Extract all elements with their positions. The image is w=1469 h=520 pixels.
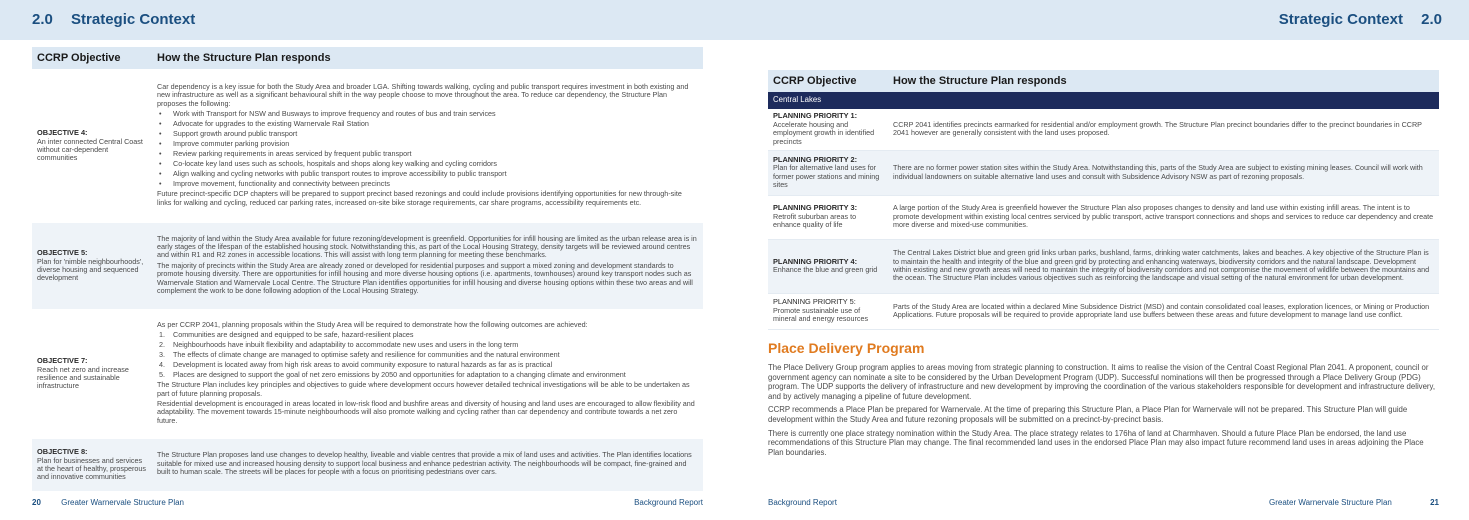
- list-item: • Support growth around public transport: [157, 130, 698, 138]
- response-cell: The Central Lakes District blue and green grid links urban parks, bushland, farms, drinking water catchments, lakes and beaches. A key objective of the Structure Plan is to maintain the health and integrity of the blue and green grid by protecting and enhancing waterways, biodiversity corridors and the natural landscape. Development within existing and new growth areas will need to maintain the integrity of biodiversity corridors and not compromise the movement of wildlife between the mountains and the ocean. The Structure Plan includes various objectives such as reinforcing the landscape and visual setting of the natural environment for urban development.: [888, 239, 1439, 293]
- footer-report-label: Background Report: [634, 498, 703, 507]
- left-footer-page-number: [32, 498, 184, 507]
- response-paragraph: The Structure Plan includes key principles and objectives to guide where development occurs however detailed technical investigations will be able to be undertaken as part of future planning proposals.: [157, 380, 690, 398]
- priority-cell: [768, 239, 888, 293]
- table-row: [768, 195, 1439, 239]
- table-header-row: [768, 70, 1439, 92]
- response-paragraph: The majority of precincts within the Study Area are already zoned or developed for residential purposes and support a mixed zoning and development standards to promote housing diversity. There are opportunities for infill housing and more diverse housing options (i.e. apartments, townhouses) around key transport nodes such as Warnervale Station and Warnervale Local Centre. The Structure Plan identifies opportunities for infill housing and diverse housing options within these two areas and will complement the work to be done following adoption of the Local Housing Strategy.: [157, 260, 693, 296]
- list-item: • Improve commuter parking provision: [157, 140, 698, 148]
- column-header-objective: CCRP Objective: [768, 70, 888, 92]
- table-row: [768, 239, 1439, 293]
- list-item: • Improve movement, functionality and connectivity between precincts: [157, 180, 698, 188]
- objective-cell: [32, 223, 152, 309]
- objective-cell: [32, 439, 152, 491]
- table-header-row: [32, 47, 703, 69]
- left-page-header: [32, 11, 195, 28]
- objective-title: OBJECTIVE 5:: [37, 248, 88, 258]
- left-footer-report: [634, 498, 703, 507]
- response-cell: [152, 69, 703, 223]
- list-item: [157, 331, 698, 339]
- list-item: • Review parking requirements in areas serviced by frequent public transport: [157, 150, 698, 158]
- place-delivery-heading: Place Delivery Program: [768, 340, 925, 356]
- response-cell: CCRP 2041 identifies precincts earmarked for residential and/or employment growth. The Structure Plan precinct boundaries differ to the precinct boundaries in CCRP 2041 however are generally consistent with the land uses proposed.: [888, 109, 1439, 150]
- response-intro: As per CCRP 2041, planning proposals within the Study Area will be required to demonstrate how the following outcomes are achieved:: [157, 319, 588, 329]
- table-row: [32, 439, 703, 491]
- table-subheader-row: [768, 92, 1439, 109]
- right-page: [768, 40, 1439, 520]
- response-cell: [152, 223, 703, 309]
- table-row: [768, 293, 1439, 329]
- priority-description: Plan for alternative land uses for former power stations and mining sites: [773, 163, 880, 189]
- body-paragraph: CCRP recommends a Place Plan be prepared for Warnervale. At the time of preparing this Structure Plan, a Place Plan for Warnervale will not be prepared. This Structure Plan will guide development within the Study Area and future rezoning proposals will be submitted on a precinct-by-precinct basis.: [768, 405, 1408, 424]
- footer-doc-title: Greater Warnervale Structure Plan: [61, 498, 185, 507]
- body-paragraph: There is currently one place strategy nomination within the Study Area. The place strategy relates to 176ha of land at Charmhaven. Should a future Place Plan be endorsed, the land use recommendations of this Structure Plan may change. The final recommended land uses in the endorsed Place Plan may also impact future recommend land uses in areas adjoining the Place Plan boundaries.: [768, 428, 1424, 457]
- response-cell: [152, 309, 703, 439]
- response-outro: Future precinct-specific DCP chapters will be prepared to support precinct based rezonings and could include provisions identifying opportunities for new through-site links for walking and cycling, reduced car parking rates, increased on-site bike storage requirements, car share programs, accessibility requirements etc.: [157, 189, 682, 207]
- column-header-objective: CCRP Objective: [32, 47, 152, 69]
- response-bullet-list: [157, 110, 698, 188]
- list-text: The effects of climate change are managed to optimise safety and resilience for communities and the natural environment: [173, 350, 560, 360]
- list-number: 4.: [159, 360, 165, 370]
- list-text: Places are designed to support the goal of net zero emissions by 2050 and opportunities for adaptation to a changing climate and environment: [173, 370, 626, 380]
- response-cell: There are no former power station sites within the Study Area. Notwithstanding this, parts of the Study Area are subject to existing mining leases. Council will work with individual landowners on suitable alternative land uses and consult with Subsidence Advisory NSW as part of rezoning proposals.: [888, 150, 1439, 195]
- table-row: [32, 309, 703, 439]
- priority-title: PLANNING PRIORITY 2:: [773, 154, 858, 164]
- response-intro: Car dependency is a key issue for both the Study Area and broader LGA. Shifting towards walking, cycling and public transport requires investment in both existing and new infrastructure as well as a significant behavioural shift in the way people choose to move throughout the area. To reduce car dependency, the Structure Plan proposes the following:: [157, 81, 689, 108]
- priority-cell: [768, 195, 888, 239]
- footer-report-label: Background Report: [768, 498, 837, 507]
- objective-title: OBJECTIVE 7:: [37, 356, 88, 366]
- district-subheader: Central Lakes: [768, 92, 1439, 109]
- right-footer-report: [768, 498, 837, 507]
- list-text: Development is located away from high risk areas to avoid community exposure to natural hazards as far as is practical: [173, 360, 553, 370]
- table-row: [768, 150, 1439, 195]
- response-numbered-list: [157, 331, 698, 379]
- objective-description: Plan for 'nimble neighbourhoods', diverse housing and sequenced development: [37, 256, 144, 283]
- page-number: 20: [32, 498, 41, 507]
- place-delivery-body: [768, 363, 1439, 461]
- response-paragraph: The majority of land within the Study Area available for future rezoning/development is greenfield. Opportunities for infill housing are limited as the urban release area is in early stages of the lifespan of the established housing stock. Notwithstanding this, as part of the Local Housing Strategy, density targets will be reviewed around centres and within R1 and R2 zones in accessible locations. This will assist with long term planning for meeting these benchmarks.: [157, 233, 697, 260]
- objective-cell: [32, 309, 152, 439]
- list-item: • Co-locate key land uses such as schools, hospitals and shops along key walking and cycling corridors: [157, 160, 698, 168]
- objective-description: Plan for businesses and services at the heart of healthy, prosperous and innovative communities: [37, 455, 146, 482]
- priority-title: PLANNING PRIORITY 5:: [773, 297, 856, 307]
- left-section-number: 2.0: [32, 11, 53, 28]
- left-page: [32, 40, 703, 520]
- left-section-title: Strategic Context: [71, 11, 196, 28]
- list-number: 3.: [159, 350, 165, 360]
- response-cell: [152, 439, 703, 491]
- list-number: 2.: [159, 340, 165, 350]
- body-paragraph: The Place Delivery Group program applies to areas moving from strategic planning to construction. It aims to realise the vision of the Central Coast Regional Plan 2041. A proponent, council or government agency can nominate a site to be considered by the Urban Development Program (UDP). Successful nominations will then be progressed through a Place Delivery Group (PDG) program. The UDP supports the delivery of infrastructure and new development by improving the coordination of the various stakeholders responsible for development and infrastructure delivery, and by actively managing a pipeline of future development.: [768, 363, 1435, 401]
- objective-cell: [32, 69, 152, 223]
- priority-cell: [768, 150, 888, 195]
- priority-description: Promote sustainable use of mineral and energy resources: [773, 305, 869, 324]
- objective-title: OBJECTIVE 8:: [37, 447, 88, 457]
- priority-title: PLANNING PRIORITY 1:: [773, 111, 858, 121]
- priority-description: Accelerate housing and employment growth in identified precincts: [773, 119, 875, 146]
- response-paragraph: Residential development is encouraged in areas located in low-risk flood and bushfire areas and diversity of housing and land uses are encouraged to allow flexibility and adaptability. The movement towards 15-minute neighbourhoods will also promote walking and cycling rather than car dependency and contribute towards a net zero future.: [157, 399, 695, 425]
- list-item: • Advocate for upgrades to the existing Warnervale Rail Station: [157, 120, 698, 128]
- list-item: [157, 351, 698, 359]
- right-page-header: [1279, 11, 1442, 28]
- page-number: 21: [1430, 498, 1439, 507]
- planning-priorities-table: [768, 70, 1439, 330]
- priority-description: Enhance the blue and green grid: [773, 265, 878, 274]
- ccrp-objectives-table: [32, 47, 703, 491]
- list-text: Neighbourhoods have inbuilt flexibility and adaptability to accommodate new uses and users in the long term: [173, 340, 519, 350]
- response-cell: A large portion of the Study Area is greenfield however the Structure Plan also proposes changes to density and land use within existing infill areas. The intent is to promote development within existing local centres serviced by public transport, active transport connections and shops and services to reduce car dependency and create more diverse and mixed-use communities.: [888, 195, 1439, 239]
- priority-cell: [768, 293, 888, 329]
- right-section-title: Strategic Context: [1278, 11, 1403, 28]
- list-item: [157, 371, 698, 379]
- response-paragraph: The Structure Plan proposes land use changes to develop healthy, liveable and viable centres that provide a mix of land uses and activities. The Plan identifies locations suitable for mixed use and increased housing density to support local business and enhance pedestrian activity. The neighbourhoods will be compact, fine-grained and built to human scale. The streets will be places for people with a focus on prioritising pedestrians over cars.: [157, 450, 692, 477]
- list-text: Communities are designed and equipped to be safe, hazard-resilient places: [173, 330, 414, 340]
- objective-description: An inter connected Central Coast without car-dependent communities: [37, 136, 143, 163]
- top-header-band: [0, 0, 1469, 40]
- column-header-response: How the Structure Plan responds: [888, 70, 1439, 92]
- list-item: • Align walking and cycling networks with public transport routes to improve accessibility to public transport: [157, 170, 698, 178]
- objective-description: Reach net zero and increase resilience and sustainable infrastructure: [37, 364, 129, 391]
- table-row: [32, 69, 703, 223]
- list-item: [157, 361, 698, 369]
- column-header-response: How the Structure Plan responds: [152, 47, 703, 69]
- table-row: [768, 109, 1439, 150]
- priority-description: Retrofit suburban areas to enhance quality of life: [773, 211, 857, 230]
- table-row: [32, 223, 703, 309]
- list-number: 1.: [159, 330, 165, 340]
- list-item: • Work with Transport for NSW and Busways to improve frequency and routes of bus and train services: [157, 110, 698, 118]
- list-item: [157, 341, 698, 349]
- right-section-number: 2.0: [1421, 11, 1442, 28]
- priority-title: PLANNING PRIORITY 3:: [773, 203, 858, 213]
- priority-cell: [768, 109, 888, 150]
- list-number: 5.: [159, 370, 165, 380]
- right-footer-page-number: [1269, 498, 1439, 507]
- response-cell: Parts of the Study Area are located within a declared Mine Subsidence District (MSD) and contain consolidated coal leases, exploration licences, or Mining or Production Applications. Future proposals will be required to provide appropriate land use buffers between these areas and future development to manage land use conflict.: [888, 293, 1439, 329]
- objective-title: OBJECTIVE 4:: [37, 128, 88, 138]
- priority-title: PLANNING PRIORITY 4:: [773, 256, 858, 266]
- footer-doc-title: Greater Warnervale Structure Plan: [1268, 498, 1392, 507]
